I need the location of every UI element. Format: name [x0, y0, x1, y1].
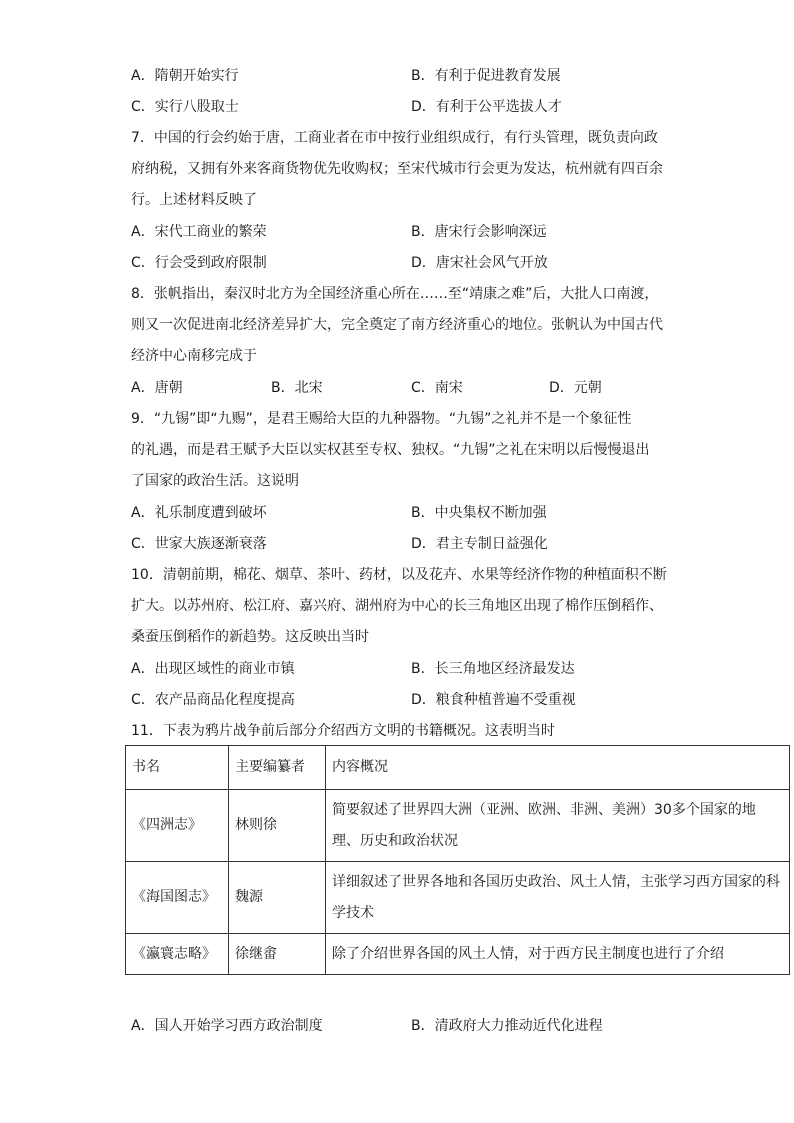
q7-option-c: C．行会受到政府限制: [131, 255, 267, 271]
books-table: [125, 745, 790, 975]
q7-stem-line-2: 府纳税，又拥有外来客商货物优先收购权；至宋代城市行会更为发达，杭州就有四百余: [131, 161, 663, 177]
content-cell: 详细叙述了世界各地和各国历史政治、风土人情，主张学习西方国家的科学技术: [326, 862, 790, 934]
q10-option-a: A．出现区域性的商业市镇: [131, 661, 295, 677]
q8-option-c: C．南宋: [411, 380, 463, 396]
book-title-cell: 《四洲志》: [126, 790, 229, 862]
editor-cell: 林则徐: [229, 790, 326, 862]
q10-option-b: B．长三角地区经济最发达: [411, 661, 575, 677]
q7-stem-line-3: 行。上述材料反映了: [131, 192, 257, 208]
content-cell: 简要叙述了世界四大洲（亚洲、欧洲、非洲、美洲）30多个国家的地理、历史和政治状况: [326, 790, 790, 862]
editor-cell: 魏源: [229, 862, 326, 934]
q10-option-c: C．农产品商品化程度提高: [131, 692, 295, 708]
q7-option-b: B．唐宋行会影响深远: [411, 224, 547, 240]
q8-option-d: D．元朝: [549, 380, 602, 396]
q9-option-d: D．君主专制日益强化: [411, 536, 548, 552]
table-row: [126, 934, 790, 975]
header-content: 内容概况: [326, 746, 790, 790]
q8-stem-line-3: 经济中心南移完成于: [131, 348, 257, 364]
q7-option-d: D．唐宋社会风气开放: [411, 255, 548, 271]
table-row: [126, 862, 790, 934]
q7-option-a: A．宋代工商业的繁荣: [131, 224, 267, 240]
header-book-title: 书名: [126, 746, 229, 790]
q11-stem: 11．下表为鸦片战争前后部分介绍西方文明的书籍概况。这表明当时: [131, 723, 555, 739]
q10-option-d: D．粮食种植普遍不受重视: [411, 692, 576, 708]
q8-stem-line-2: 则又一次促进南北经济差异扩大，完全奠定了南方经济重心的地位。张帆认为中国古代: [131, 317, 663, 333]
q10-stem-line-1: 10．清朝前期，棉花、烟草、茶叶、药材，以及花卉、水果等经济作物的种植面积不断: [131, 567, 667, 583]
table-header-row: [126, 746, 790, 790]
q6-option-d: D．有利于公平选拔人才: [411, 99, 562, 115]
q9-option-c: C．世家大族逐渐衰落: [131, 536, 267, 552]
q8-stem-line-1: 8．张帆指出，秦汉时北方为全国经济重心所在……至“靖康之难”后，大批人口南渡，: [131, 286, 659, 302]
book-title-cell: 《瀛寰志略》: [126, 934, 229, 975]
q6-option-a: A．隋朝开始实行: [131, 68, 239, 84]
q11-option-b: B．清政府大力推动近代化进程: [411, 1018, 603, 1034]
editor-cell: 徐继畬: [229, 934, 326, 975]
q8-option-b: B．北宋: [271, 380, 323, 396]
q10-stem-line-2: 扩大。以苏州府、松江府、嘉兴府、湖州府为中心的长三角地区出现了棉作压倒稻作、: [131, 598, 663, 614]
q7-stem-line-1: 7．中国的行会约始于唐，工商业者在市中按行业组织成行，有行头管理，既负责向政: [131, 130, 658, 146]
header-editor: 主要编纂者: [229, 746, 326, 790]
q10-stem-line-3: 桑蚕压倒稻作的新趋势。这反映出当时: [131, 629, 369, 645]
book-title-cell: 《海国图志》: [126, 862, 229, 934]
q9-stem-line-2: 的礼遇，而是君王赋予大臣以实权甚至专权、独权。“九锡”之礼在宋明以后慢慢退出: [131, 442, 650, 458]
q9-stem-line-1: 9．“九锡”即“九赐”，是君王赐给大臣的九种器物。“九锡”之礼并不是一个象征性: [131, 411, 632, 427]
q6-option-b: B．有利于促进教育发展: [411, 68, 561, 84]
q9-option-a: A．礼乐制度遭到破坏: [131, 505, 267, 521]
table-row: [126, 790, 790, 862]
q11-option-a: A．国人开始学习西方政治制度: [131, 1018, 323, 1034]
q6-option-c: C．实行八股取士: [131, 99, 239, 115]
content-cell: 除了介绍世界各国的风土人情，对于西方民主制度也进行了介绍: [326, 934, 790, 975]
q9-stem-line-3: 了国家的政治生活。这说明: [131, 473, 299, 489]
q8-option-a: A．唐朝: [131, 380, 183, 396]
q9-option-b: B．中央集权不断加强: [411, 505, 547, 521]
